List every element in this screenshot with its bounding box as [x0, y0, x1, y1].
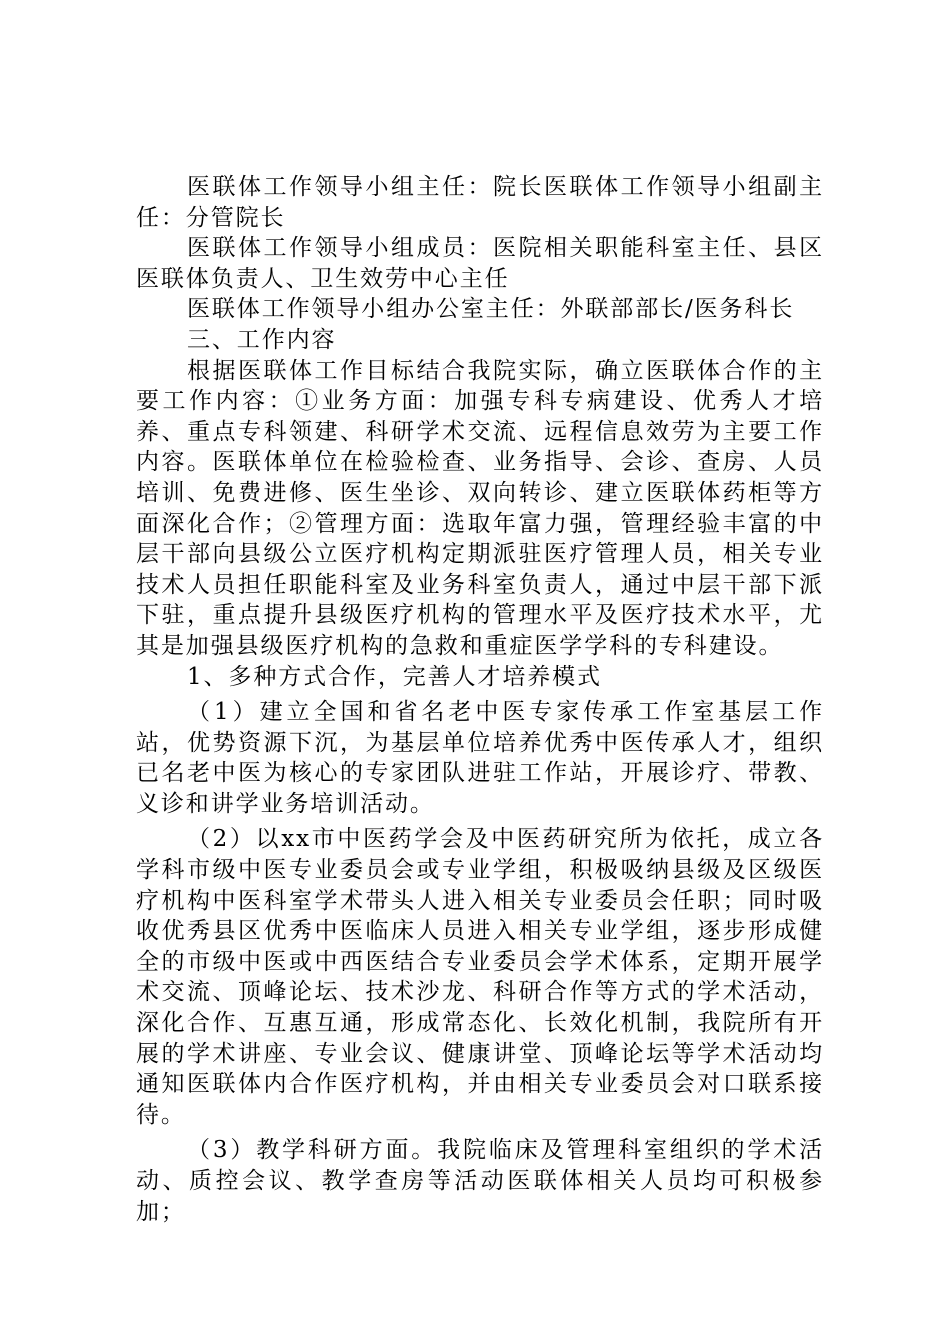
paragraph-work-content: 根据医联体工作目标结合我院实际，确立医联体合作的主要工作内容：①业务方面：加强专科专病建设、优秀人才培养、重点专科领建、科研学术交流、远程信息效劳为主要工作内容。医联体单位在检验检查、业务指导、会诊、查房、人员培训、免费进修、医生坐诊、双向转诊、建立医联体药柜等方面深化合作；②管理方面：选取年富力强，管理经验丰富的中层干部向县级公立医疗机构定期派驻医疗管理人员，相关专业技术人员担任职能科室及业务科室负责人，通过中层干部下派下驻，重点提升县级医疗机构的管理水平及医疗技术水平，尤其是加强县级医疗机构的急救和重症医学学科的专科建设。 [136, 357, 824, 659]
document-body [136, 172, 824, 1227]
paragraph-item-1: （1）建立全国和省名老中医专家传承工作室基层工作站，优势资源下沉，为基层单位培养优秀中医传承人才，组织已名老中医为核心的专家团队进驻工作站，开展诊疗、带教、义诊和讲学业务培训活动。 [136, 699, 824, 817]
section-heading-work-content: 三、工作内容 [187, 326, 337, 353]
paragraph-office-director: 医联体工作领导小组办公室主任：外联部部长/医务科长 [187, 296, 795, 323]
paragraph-item-3: （3）教学科研方面。我院临床及管理科室组织的学术活动、质控会议、教学查房等活动医联体相关人员均可积极参加； [136, 1137, 824, 1225]
subheading-talent-training: 1、多种方式合作，完善人才培养模式 [187, 663, 602, 690]
paragraph-leadership-members: 医联体工作领导小组成员：医院相关职能科室主任、县区医联体负责人、卫生效劳中心主任 [136, 235, 824, 292]
paragraph-leadership-director: 医联体工作领导小组主任：院长医联体工作领导小组副主任：分管院长 [136, 174, 824, 231]
paragraph-item-2: （2）以xx市中医药学会及中医药研究所为依托，成立各学科市级中医专业委员会或专业学组，积极吸纳县级及区级医疗机构中医科室学术带头人进入相关专业委员会任职；同时吸收优秀县区优秀中医临床人员进入相关专业学组，逐步形成健全的市级中医或中西医结合专业委员会学术体系，定期开展学术交流、顶峰论坛、技术沙龙、科研合作等方式的学术活动，深化合作、互惠互通，形成常态化、长效化机制，我院所有开展的学术讲座、专业会议、健康讲堂、顶峰论坛等学术活动均通知医联体内合作医疗机构，并由相关专业委员会对口联系接待。 [136, 826, 824, 1128]
